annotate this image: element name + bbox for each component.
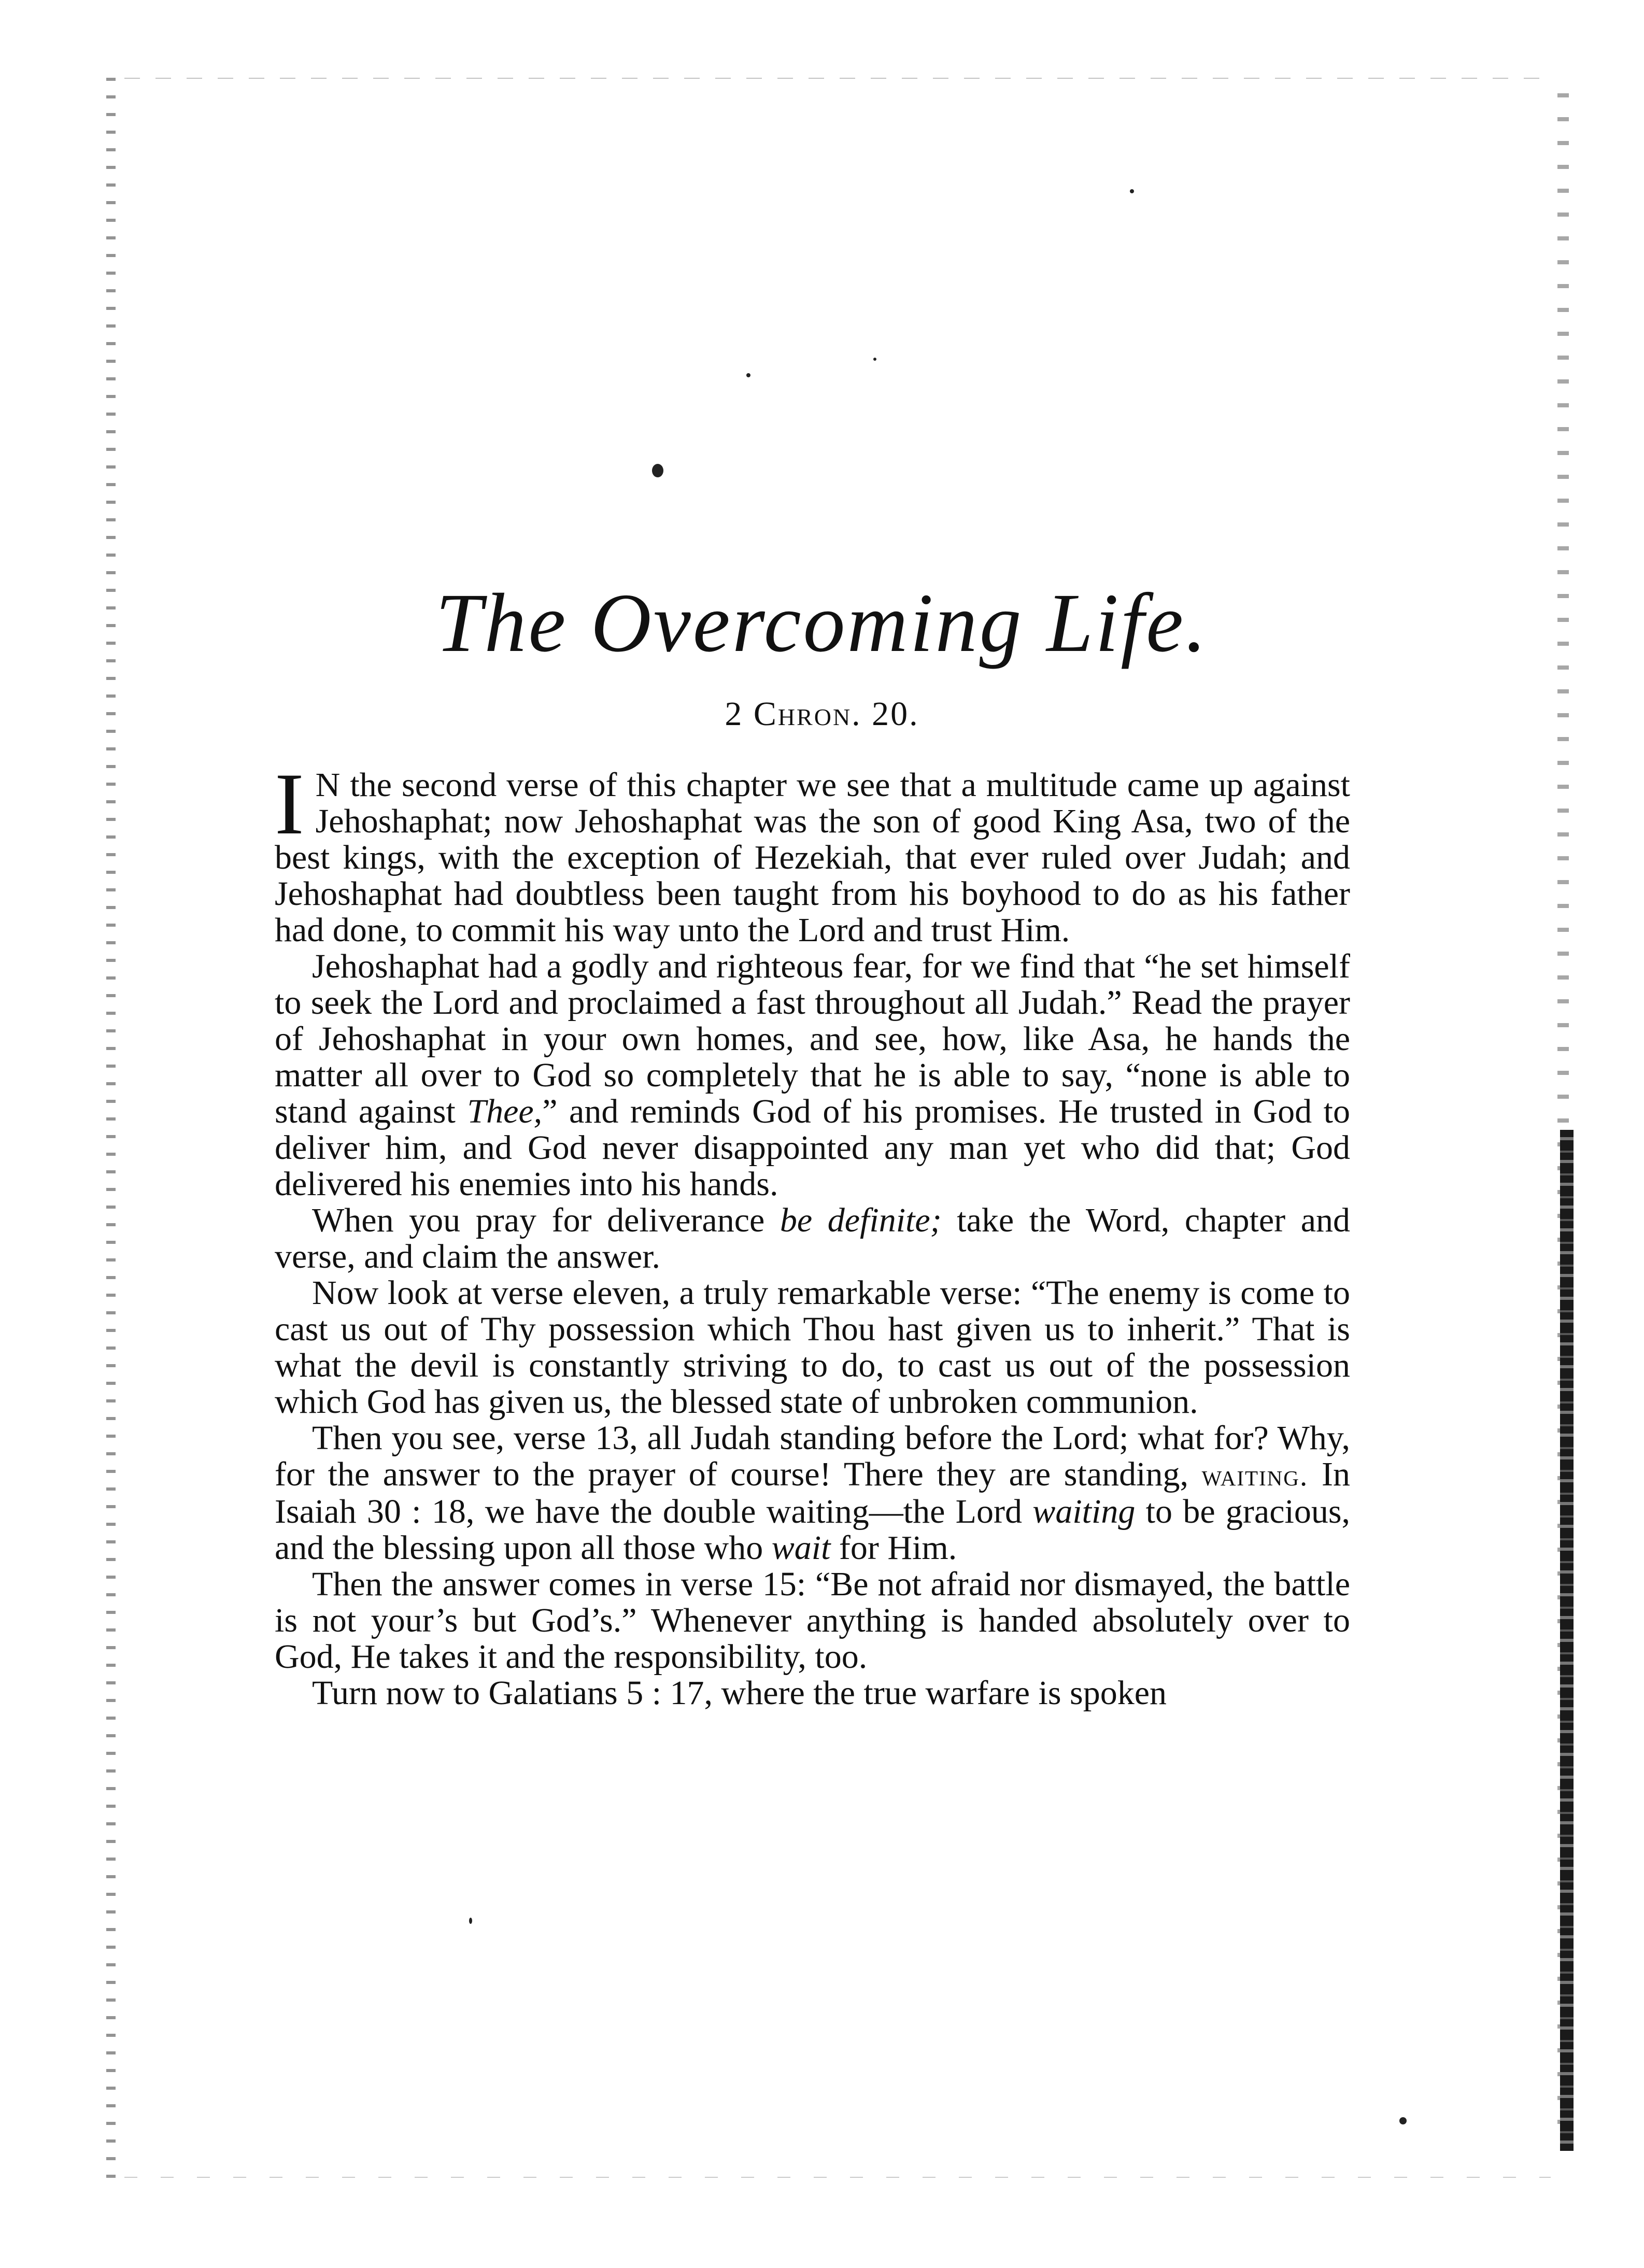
paragraph-text: take the Word, chapter and verse, and claim the answer. (275, 1201, 1350, 1275)
paragraph-text: In Isaiah 30 : 18, we have the double waiting—the Lord (275, 1455, 1350, 1530)
print-speck (746, 373, 750, 377)
page-edge-bottom (124, 2177, 1551, 2178)
page-edge-top (124, 78, 1551, 79)
paragraph-text: Turn now to Galatians 5 : 17, where the true warfare is spoken (312, 1674, 1167, 1712)
print-speck (1399, 2117, 1407, 2124)
left-margin-marks (106, 78, 116, 2192)
paragraph (275, 1275, 1350, 1420)
paragraph-text: ” and reminds God of his promises. He trusted in God to deliver him, and God never disappointed any man yet who did that; God delivered his enemies into his hands. (275, 1093, 1350, 1203)
scripture-reference: 2 Chron. 20. (725, 695, 919, 733)
paragraph (275, 1420, 1350, 1566)
drop-cap: I (275, 755, 304, 853)
paragraph (275, 1675, 1350, 1711)
page-title: The Overcoming Life. (435, 577, 1209, 670)
emphasis: wait (771, 1529, 831, 1567)
body-text (275, 755, 1351, 1712)
print-speck (1130, 189, 1134, 193)
paragraph-text: Then the answer comes in verse 15: “Be not afraid nor dismayed, the battle is not your’s but God’s.” Whenever anything is handed absolutely over to God, He takes it and the responsibility, too. (275, 1565, 1350, 1676)
paragraph-text: Now look at verse eleven, a truly remarkable verse: “The enemy is come to cast us out of Thy possession which Thou hast given us to inherit.” That is what the devil is constantly striving to do, to cast us out of the possession which God has given us, the blessed state of unbroken communion. (275, 1274, 1350, 1421)
paragraph-text: for Him. (830, 1529, 957, 1567)
paragraph-text: N the second verse of this chapter we see that a multitude came up against Jehoshaphat; now Jehoshaphat was the son of good King Asa, two of the best kings, with the exception of Hezekiah, that ever ruled over Judah; and Jehoshaphat had doubtless been taught from his boyhood to do as his father had done, to commit his way unto the Lord and trust Him. (275, 766, 1350, 949)
print-speck (652, 464, 663, 477)
emphasis: Thee, (467, 1093, 543, 1130)
paragraph-text: When you pray for deliverance (312, 1201, 780, 1239)
paragraph (275, 948, 1350, 1202)
paragraph (275, 1202, 1350, 1275)
paragraph-text: Jehoshaphat had a godly and righteous fear, for we find that “he set himself to seek the Lord and proclaimed a fast throughout all Judah.” Read the prayer of Jehoshaphat in your own homes, and see, how, like Asa, he hands the matter all over to God so completely that he is able to say, “none is able to stand against (275, 947, 1350, 1130)
print-speck (873, 358, 876, 361)
paragraph-text: to be gracious, and the blessing upon all those who (275, 1493, 1351, 1567)
paragraph (275, 1566, 1350, 1675)
print-speck (469, 1918, 472, 1924)
paragraph (275, 755, 1350, 949)
emphasis: be definite; (780, 1201, 942, 1239)
small-caps-emphasis: waiting. (1201, 1458, 1309, 1492)
binding-edge (1560, 1130, 1574, 2151)
emphasis: waiting (1032, 1493, 1136, 1530)
paragraph-text: Then you see, verse 13, all Judah standing before the Lord; what for? Why, for the answer to the prayer of course! There they are standing, (275, 1419, 1350, 1493)
